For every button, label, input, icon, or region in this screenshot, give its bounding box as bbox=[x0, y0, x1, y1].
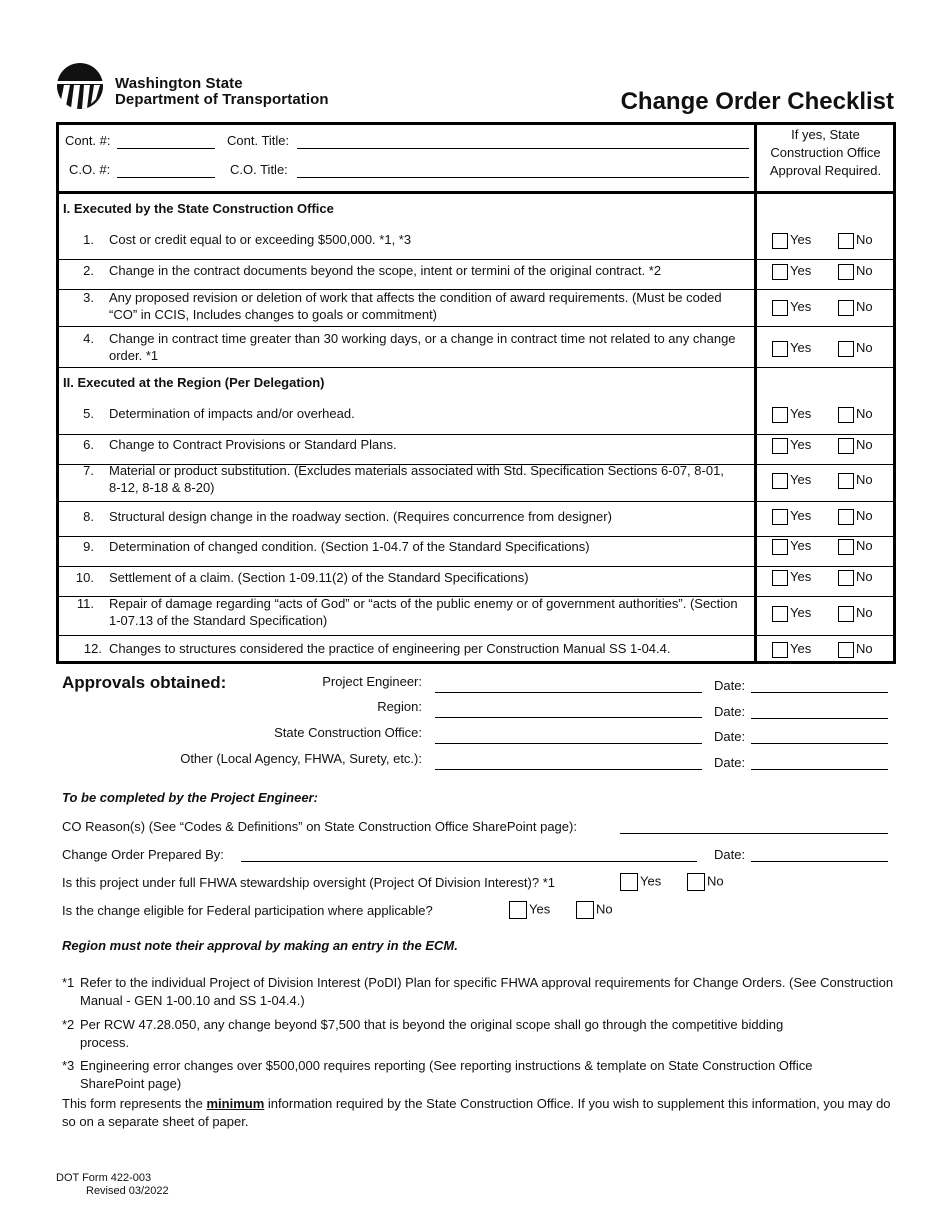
wsdot-logo-icon bbox=[56, 62, 104, 110]
row-divider bbox=[756, 596, 896, 597]
yes-checkbox[interactable] bbox=[772, 509, 788, 525]
yes-checkbox[interactable] bbox=[772, 606, 788, 622]
cont-num-label: Cont. #: bbox=[65, 133, 111, 148]
no-checkbox[interactable] bbox=[838, 473, 854, 489]
approval-label-region: Region: bbox=[377, 699, 422, 714]
row-divider bbox=[756, 635, 896, 636]
approvals-title: Approvals obtained: bbox=[62, 673, 227, 692]
item-text: Changes to structures considered the practice of engineering per Construction Manual SS 1-04.4. bbox=[109, 641, 671, 656]
no-label: No bbox=[856, 472, 873, 487]
item-number: 5. bbox=[83, 406, 94, 421]
item-number: 3. bbox=[83, 290, 94, 305]
row-divider bbox=[756, 536, 896, 537]
no-label: No bbox=[856, 508, 873, 523]
footnote-text: Per RCW 47.28.050, any change beyond $7,500 that is beyond the original scope shall go through the competitive bidding process. bbox=[80, 1017, 784, 1050]
no-checkbox[interactable] bbox=[838, 539, 854, 555]
date-label: Date: bbox=[714, 755, 746, 770]
yes-label: Yes bbox=[790, 472, 812, 487]
co-reasons-label: CO Reason(s) (See “Codes & Definitions” on State Construction Office SharePoint page): bbox=[62, 819, 577, 834]
yes-label: Yes bbox=[529, 901, 551, 917]
section-divider bbox=[756, 367, 896, 368]
no-checkbox[interactable] bbox=[838, 570, 854, 586]
yes-checkbox[interactable] bbox=[772, 407, 788, 423]
yes-checkbox[interactable] bbox=[772, 300, 788, 316]
footnote-text: Refer to the individual Project of Division Interest (PoDI) Plan for specific FHWA approval requirements for Change Orders. (See Construction Manual - GEN 1-00.10 and SS 1-04.4.) bbox=[80, 975, 894, 1008]
item-10-yes-no bbox=[772, 569, 887, 587]
no-label: No bbox=[707, 873, 724, 889]
section-divider bbox=[56, 367, 756, 368]
organization-name: Washington State Department of Transportation bbox=[115, 75, 329, 108]
footnote-3 bbox=[62, 1057, 852, 1093]
co-num-label: C.O. #: bbox=[69, 162, 111, 177]
fhwa-no bbox=[687, 873, 724, 891]
item-number: 4. bbox=[83, 331, 94, 346]
no-label: No bbox=[856, 406, 873, 421]
row-divider bbox=[756, 326, 896, 327]
cont-title-label: Cont. Title: bbox=[227, 133, 290, 148]
cont-num-field[interactable] bbox=[117, 148, 215, 149]
yes-checkbox[interactable] bbox=[509, 901, 527, 919]
section-2-title: II. Executed at the Region (Per Delegation) bbox=[63, 375, 325, 390]
item-number: 12. bbox=[83, 641, 102, 656]
other-field[interactable] bbox=[435, 769, 702, 770]
approval-label-other: Other (Local Agency, FHWA, Surety, etc.): bbox=[180, 751, 422, 766]
no-checkbox[interactable] bbox=[687, 873, 705, 891]
row-divider bbox=[56, 536, 756, 537]
row-divider bbox=[756, 566, 896, 567]
item-number: 6. bbox=[83, 437, 94, 452]
row-divider bbox=[56, 326, 756, 327]
yes-checkbox[interactable] bbox=[772, 473, 788, 489]
item-number: 1. bbox=[83, 232, 94, 247]
date-field[interactable] bbox=[751, 769, 888, 770]
item-text: Structural design change in the roadway section. (Requires concurrence from designer) bbox=[109, 509, 612, 524]
yes-label: Yes bbox=[790, 538, 812, 553]
item-text: Settlement of a claim. (Section 1-09.11(2) of the Standard Specifications) bbox=[109, 570, 529, 585]
pe-section-title: To be completed by the Project Engineer: bbox=[62, 790, 318, 805]
item-7-yes-no bbox=[772, 472, 887, 490]
no-label: No bbox=[856, 569, 873, 584]
date-label: Date: bbox=[714, 678, 746, 693]
row-divider bbox=[56, 566, 756, 567]
yes-label: Yes bbox=[790, 569, 812, 584]
no-checkbox[interactable] bbox=[838, 606, 854, 622]
co-title-label: C.O. Title: bbox=[230, 162, 288, 177]
item-11-yes-no bbox=[772, 605, 887, 623]
no-checkbox[interactable] bbox=[576, 901, 594, 919]
item-text: Determination of changed condition. (Section 1-04.7 of the Standard Specifications) bbox=[109, 539, 590, 554]
date-label: Date: bbox=[714, 704, 746, 719]
no-checkbox[interactable] bbox=[838, 341, 854, 357]
item-5-yes-no bbox=[772, 406, 887, 424]
footnote-2 bbox=[62, 1016, 802, 1052]
item-8-yes-no bbox=[772, 508, 887, 526]
closing-emphasis: minimum bbox=[206, 1096, 265, 1111]
co-title-field[interactable] bbox=[297, 177, 749, 178]
item-text: Repair of damage regarding “acts of God” or “acts of the public enemy or of government authorities”. (Section 1-07.13 of the Standard Specification) bbox=[109, 596, 738, 628]
no-label: No bbox=[856, 641, 873, 656]
no-label: No bbox=[856, 232, 873, 247]
state-construction-office-field[interactable] bbox=[435, 743, 702, 744]
row-divider bbox=[56, 259, 756, 260]
no-label: No bbox=[596, 901, 613, 917]
row-divider bbox=[56, 501, 756, 502]
yes-label: Yes bbox=[790, 340, 812, 355]
yes-label: Yes bbox=[790, 437, 812, 452]
closing-text: This form represents the bbox=[62, 1096, 207, 1111]
item-number: 11. bbox=[76, 596, 94, 611]
date-field[interactable] bbox=[751, 718, 888, 719]
row-divider bbox=[756, 464, 896, 465]
region-note: Region must note their approval by making an entry in the ECM. bbox=[62, 938, 458, 953]
federal-question: Is the change eligible for Federal participation where applicable? bbox=[62, 903, 433, 918]
yes-label: Yes bbox=[790, 641, 812, 656]
yes-label: Yes bbox=[790, 263, 812, 278]
yes-checkbox[interactable] bbox=[620, 873, 638, 891]
federal-no bbox=[576, 901, 613, 919]
closing-statement bbox=[62, 1095, 892, 1131]
item-4-yes-no bbox=[772, 340, 887, 358]
page-title: Change Order Checklist bbox=[620, 88, 894, 115]
yes-label: Yes bbox=[790, 605, 812, 620]
yes-checkbox[interactable] bbox=[772, 642, 788, 658]
approval-label-project-engineer: Project Engineer: bbox=[322, 674, 422, 689]
revision-date: Revised 03/2022 bbox=[86, 1185, 169, 1197]
prepared-by-label: Change Order Prepared By: bbox=[62, 847, 224, 862]
fhwa-yes bbox=[620, 873, 661, 891]
item-6-yes-no bbox=[772, 437, 887, 455]
row-divider bbox=[756, 501, 896, 502]
item-1-yes-no bbox=[772, 232, 887, 250]
item-number: 2. bbox=[83, 263, 94, 278]
yes-label: Yes bbox=[790, 406, 812, 421]
no-checkbox[interactable] bbox=[838, 233, 854, 249]
row-divider bbox=[56, 434, 756, 435]
item-text: Determination of impacts and/or overhead. bbox=[109, 406, 355, 421]
no-label: No bbox=[856, 605, 873, 620]
no-checkbox[interactable] bbox=[838, 438, 854, 454]
header-divider bbox=[56, 191, 896, 194]
yes-checkbox[interactable] bbox=[772, 264, 788, 280]
item-text: Cost or credit equal to or exceeding $500,000. *1, *3 bbox=[109, 232, 412, 247]
row-divider bbox=[756, 434, 896, 435]
row-divider bbox=[756, 259, 896, 260]
item-text: Change in the contract documents beyond the scope, intent or termini of the original contract. *2 bbox=[109, 263, 662, 278]
date-field[interactable] bbox=[751, 861, 888, 862]
yes-label: Yes bbox=[790, 299, 812, 314]
approval-label-state-construction-office: State Construction Office: bbox=[274, 725, 422, 740]
footnote-mark: *3 bbox=[62, 1058, 75, 1073]
item-text: Change in contract time greater than 30 working days, or a change in contract time not related to any change order. *1 bbox=[109, 331, 736, 363]
item-text: Material or product substitution. (Excludes materials associated with Std. Specification Sections 6-07, 8-01, 8-12, 8-18 & 8-20) bbox=[109, 463, 724, 495]
form-footer bbox=[56, 1172, 169, 1198]
approval-required-header: If yes, State Construction Office Approval Required. bbox=[769, 127, 882, 178]
yes-label: Yes bbox=[640, 873, 662, 889]
row-divider bbox=[756, 289, 896, 290]
date-field[interactable] bbox=[751, 692, 888, 693]
no-label: No bbox=[856, 437, 873, 452]
no-checkbox[interactable] bbox=[838, 642, 854, 658]
no-label: No bbox=[856, 340, 873, 355]
no-label: No bbox=[856, 299, 873, 314]
item-3-yes-no bbox=[772, 299, 887, 317]
item-number: 7. bbox=[83, 463, 94, 478]
yes-checkbox[interactable] bbox=[772, 233, 788, 249]
date-field[interactable] bbox=[751, 743, 888, 744]
footnote-text: Engineering error changes over $500,000 requires reporting (See reporting instructions & template on State Construction Office SharePoint page) bbox=[80, 1058, 813, 1091]
item-number: 10. bbox=[75, 570, 94, 585]
item-text: Any proposed revision or deletion of work that affects the condition of award requirements. (Must be coded “CO” in CCIS, Includes changes to goals or commitment) bbox=[109, 290, 722, 322]
yes-checkbox[interactable] bbox=[772, 539, 788, 555]
no-checkbox[interactable] bbox=[838, 300, 854, 316]
footnote-mark: *2 bbox=[62, 1017, 75, 1032]
no-checkbox[interactable] bbox=[838, 264, 854, 280]
no-label: No bbox=[856, 263, 873, 278]
item-2-yes-no bbox=[772, 263, 887, 281]
yes-checkbox[interactable] bbox=[772, 438, 788, 454]
footnote-mark: *1 bbox=[62, 975, 75, 990]
row-divider bbox=[56, 635, 756, 636]
table-divider bbox=[754, 122, 757, 664]
cont-title-field[interactable] bbox=[297, 148, 749, 149]
no-checkbox[interactable] bbox=[838, 407, 854, 423]
yes-label: Yes bbox=[790, 232, 812, 247]
date-label: Date: bbox=[714, 847, 746, 862]
region-field[interactable] bbox=[435, 717, 702, 718]
project-engineer-field[interactable] bbox=[435, 692, 702, 693]
federal-yes bbox=[509, 901, 550, 919]
item-9-yes-no bbox=[772, 538, 887, 556]
no-label: No bbox=[856, 538, 873, 553]
prepared-by-field[interactable] bbox=[241, 861, 697, 862]
yes-checkbox[interactable] bbox=[772, 341, 788, 357]
item-number: 8. bbox=[83, 509, 94, 524]
item-text: Change to Contract Provisions or Standard Plans. bbox=[109, 437, 397, 452]
no-checkbox[interactable] bbox=[838, 509, 854, 525]
yes-label: Yes bbox=[790, 508, 812, 523]
form-number: DOT Form 422-003 bbox=[56, 1172, 152, 1184]
closing-text: information required by the State Construction Office. If you wish to supplement this information, you may do so on a separate sheet of paper. bbox=[62, 1096, 891, 1129]
yes-checkbox[interactable] bbox=[772, 570, 788, 586]
item-number: 9. bbox=[83, 539, 94, 554]
fhwa-question: Is this project under full FHWA stewardship oversight (Project Of Division Interest)? *1 bbox=[62, 875, 555, 890]
footnote-1 bbox=[62, 974, 902, 1010]
date-label: Date: bbox=[714, 729, 746, 744]
co-num-field[interactable] bbox=[117, 177, 215, 178]
item-12-yes-no bbox=[772, 641, 887, 659]
section-1-title: I. Executed by the State Construction Office bbox=[63, 201, 334, 216]
co-reasons-field[interactable] bbox=[620, 833, 888, 834]
